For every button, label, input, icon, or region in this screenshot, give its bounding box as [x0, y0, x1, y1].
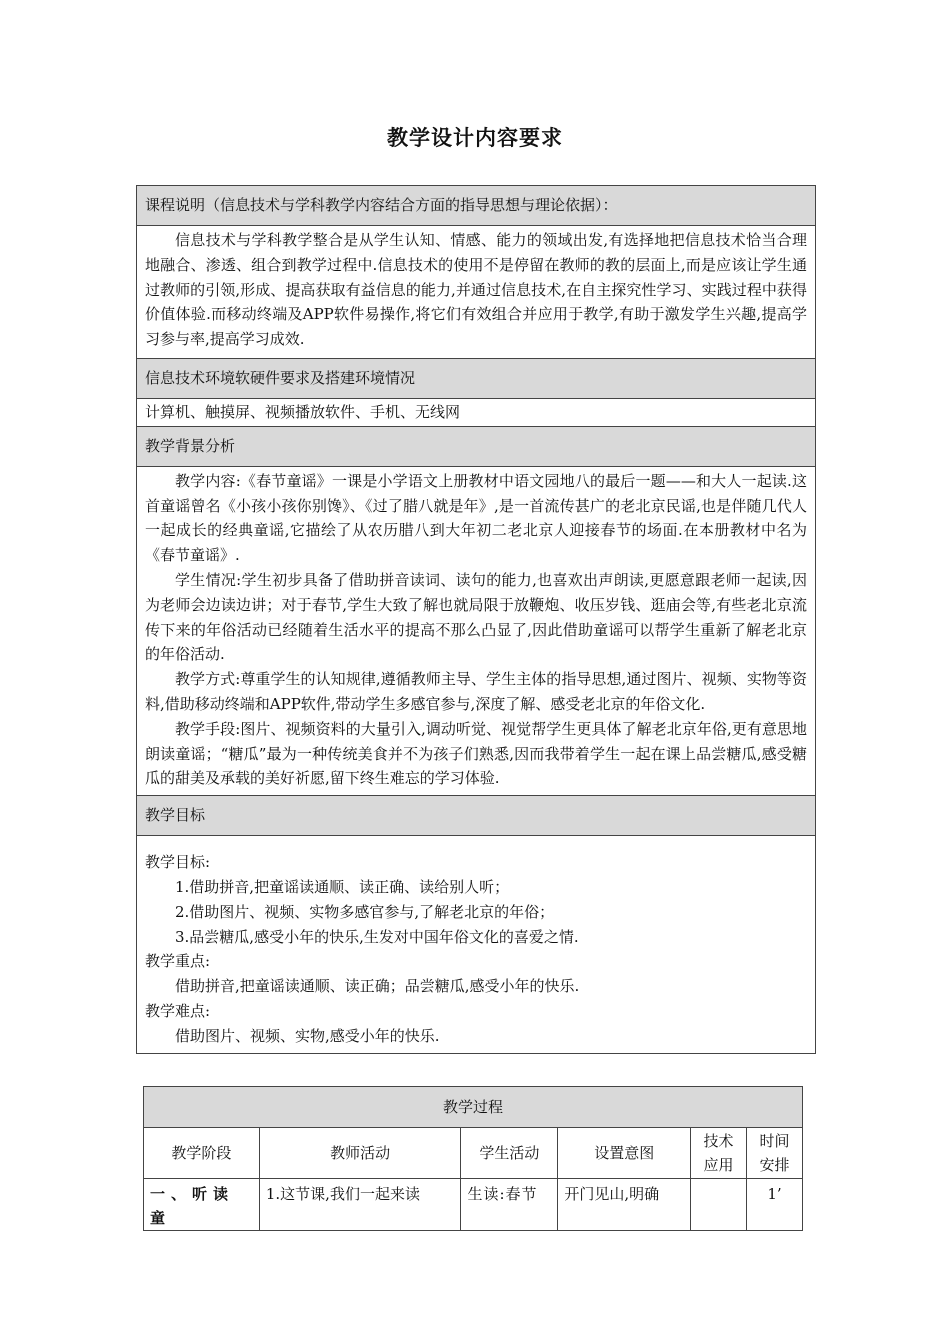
paragraph-content: 教学内容:《春节童谣》一课是小学语文上册教材中语文园地八的最后一题——和大人一起读.这首童谣曾名《小孩小孩你别馋》、《过了腊八就是年》,是一首流传甚广的老北京民谣,也是伴随几代人一起成长的经典童谣,它描绘了从农历腊八到大年初二老北京人迎接春节的场面.在本册教材中名为《春节童谣》.: [145, 471, 807, 565]
cell-time: 1’: [747, 1179, 803, 1231]
paragraph: 计算机、触摸屏、视频播放软件、手机、无线网: [145, 402, 461, 421]
cell-teacher: 1.这节课,我们一起来读: [259, 1179, 461, 1231]
key-point: 借助拼音,把童谣读通顺、读正确；品尝糖瓜,感受小年的快乐.: [175, 977, 580, 996]
key-label: 教学重点:: [145, 952, 211, 971]
paragraph-students: 学生情况:学生初步具备了借助拼音读词、读句的能力,也喜欢出声朗读,更愿意跟老师一起读,因为老师会边读边讲；对于春节,学生大致了解也就局限于放鞭炮、收压岁钱、逛庙会等,有些老北京流传下来的年俗活动已经随着生活水平的提高不那么凸显了,因此借助童谣可以帮学生重新了解老北京的年俗活动.: [145, 570, 807, 664]
col-tech: 技术应用: [691, 1128, 747, 1179]
section-body-course: [137, 226, 816, 359]
col-time: 时间安排: [747, 1128, 803, 1179]
section-header-environment: 信息技术环境软硬件要求及搭建环境情况: [137, 358, 816, 398]
goal-item: 3.品尝糖瓜,感受小年的快乐,生发对中国年俗文化的喜爱之情.: [175, 927, 579, 946]
paragraph-means: 教学手段:图片、视频资料的大量引入,调动听觉、视觉帮学生更具体了解老北京年俗,更有意思地朗读童谣；“糖瓜”最为一种传统美食并不为孩子们熟悉,因而我带着学生一起在课上品尝糖瓜,感受糖瓜的甜美及承载的美好祈愿,留下终生难忘的学习体验.: [145, 719, 807, 788]
goals-label: 教学目标:: [145, 853, 211, 872]
section-header-background: 教学背景分析: [137, 426, 816, 466]
section-header-course: 课程说明（信息技术与学科教学内容结合方面的指导思想与理论依据）：: [137, 186, 816, 226]
col-stage: 教学阶段: [144, 1128, 260, 1179]
cell-stage: 一、听读童: [144, 1179, 260, 1231]
section-body-goals: [137, 836, 816, 1053]
paragraph-method: 教学方式:尊重学生的认知规律,遵循教师主导、学生主体的指导思想,通过图片、视频、实物等资料,借助移动终端和APP软件,带动学生多感官参与,深度了解、感受老北京的年俗文化.: [145, 670, 807, 713]
goal-item: 1.借助拼音,把童谣读通顺、读正确、读给别人听；: [175, 877, 510, 896]
difficult-label: 教学难点:: [145, 1001, 211, 1020]
section-body-environment: [137, 398, 816, 426]
col-intent: 设置意图: [558, 1128, 691, 1179]
col-teacher: 教师活动: [259, 1128, 461, 1179]
page-title: 教学设计内容要求: [387, 125, 563, 150]
cell-intent: 开门见山,明确: [558, 1179, 691, 1231]
goal-item: 2.借助图片、视频、实物多感官参与,了解老北京的年俗；: [175, 902, 555, 921]
section-body-background: [137, 466, 816, 795]
process-table: [143, 1086, 803, 1231]
design-table: [136, 185, 816, 1054]
difficult-point: 借助图片、视频、实物,感受小年的快乐.: [175, 1026, 440, 1045]
cell-student: 生读:春节: [461, 1179, 558, 1231]
col-student: 学生活动: [461, 1128, 558, 1179]
process-header: 教学过程: [144, 1087, 803, 1128]
cell-tech: [691, 1179, 747, 1231]
section-header-goals: 教学目标: [137, 796, 816, 836]
paragraph: 信息技术与学科教学整合是从学生认知、情感、能力的领域出发,有选择地把信息技术恰当合理地融合、渗透、组合到教学过程中.信息技术的使用不是停留在教师的教的层面上,而是应该让学生通过教师的引领,形成、提高获取有益信息的能力,并通过信息技术,在自主探究性学习、实践过程中获得价值体验.而移动终端及APP软件易操作,将它们有效组合并应用于教学,有助于激发学生兴趣,提高学习参与率,提高学习成效.: [145, 231, 807, 349]
